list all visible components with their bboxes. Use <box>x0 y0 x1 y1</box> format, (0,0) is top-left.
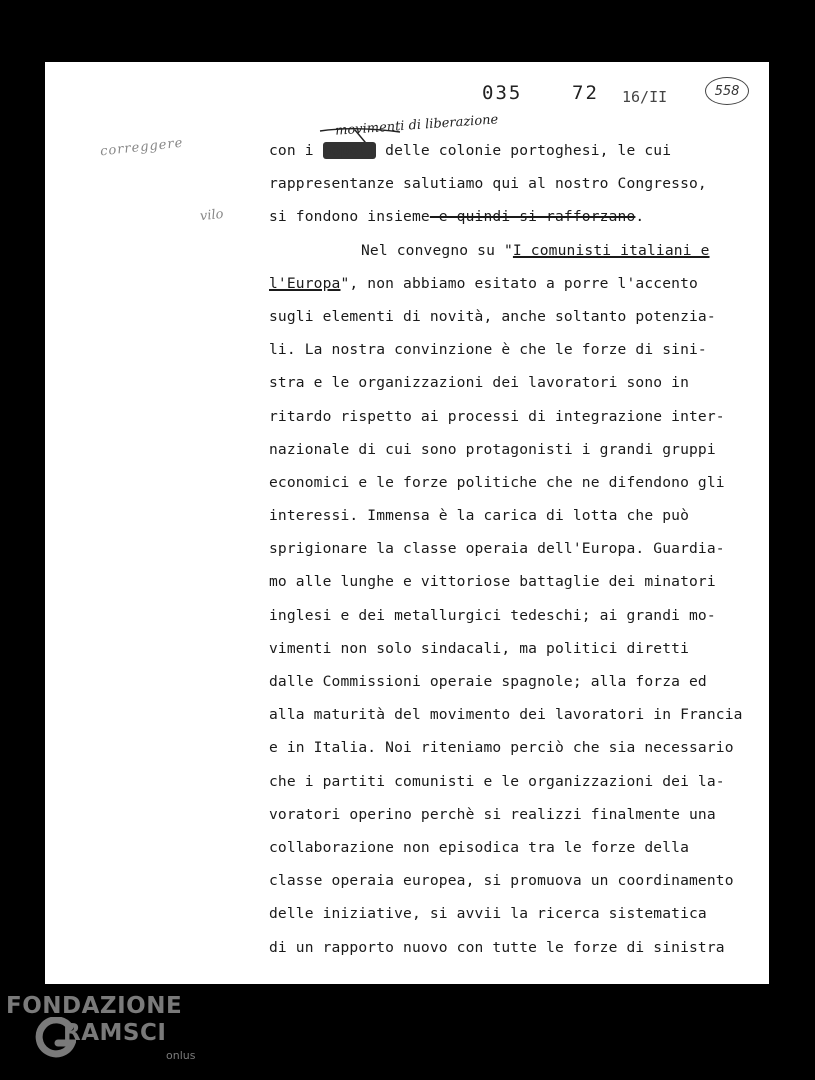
text-segment: e in Italia. Noi riteniamo perciò che sia necessario <box>269 739 734 757</box>
text-line <box>269 765 764 798</box>
archive-number: 035 <box>482 82 523 104</box>
logo-text-line1: FONDAZIONE <box>6 993 183 1019</box>
page-reference: 16/II <box>622 88 668 106</box>
text-line <box>269 433 764 466</box>
text-segment: collaborazione non episodica tra le forze della <box>269 838 690 856</box>
folder-number: 72 <box>572 82 599 104</box>
text-segment: nazionale di cui sono protagonisti i grandi gruppi <box>269 440 716 458</box>
text-segment: dalle Commissioni operaie spagnole; alla forza ed <box>269 673 707 690</box>
text-segment: che i partiti comunisti e le organizzazioni dei la- <box>269 772 725 790</box>
text-line <box>269 366 764 399</box>
page-stamp: 558 <box>705 77 749 105</box>
text-segment: rappresentanze salutiamo qui al nostro Congresso, <box>269 175 707 193</box>
text-line <box>269 632 764 665</box>
text-segment: ", non abbiamo esitato a porre l'accento <box>340 274 698 292</box>
text-line <box>269 599 764 632</box>
text-line <box>269 831 764 864</box>
text-segment: . <box>635 208 645 226</box>
text-segment: voratori operino perchè si realizzi finalmente una <box>269 805 716 823</box>
text-segment: mo alle lunghe e vittoriose battaglie dei minatori <box>269 573 716 591</box>
crossed-out-word: popoli <box>322 142 377 159</box>
underlined-text: I comunisti italiani e <box>512 241 710 259</box>
logo-subtitle: onlus <box>166 1049 196 1062</box>
margin-note-vilo: vilo <box>199 206 225 225</box>
text-segment: sprigionare la classe operaia dell'Europa. Guardia- <box>269 540 725 558</box>
text-segment: inglesi e dei metallurgici tedeschi; ai grandi mo- <box>269 606 716 624</box>
text-segment: interessi. Immensa è la carica di lotta che può <box>269 507 690 525</box>
text-line <box>269 798 764 831</box>
margin-note-correggere: correggere <box>99 135 185 160</box>
text-segment: delle iniziative, si avvii la ricerca sistematica <box>269 905 707 923</box>
document-page <box>45 62 769 984</box>
text-line <box>269 499 764 532</box>
fondazione-gramsci-logo <box>6 993 206 1073</box>
text-segment: alla maturità del movimento dei lavoratori in Francia <box>269 706 743 724</box>
text-line <box>269 897 764 930</box>
text-segment: li. La nostra convinzione è che le forze di sini- <box>269 341 707 359</box>
text-line <box>269 234 764 267</box>
text-segment: vimenti non solo sindacali, ma politici diretti <box>269 639 690 657</box>
text-segment: ritardo rispetto ai processi di integrazione inter- <box>269 407 725 425</box>
text-line <box>269 532 764 565</box>
text-line <box>269 134 764 167</box>
struck-text: e quindi si rafforzano <box>429 208 636 226</box>
text-segment: di un rapporto nuovo con tutte le forze di sinistra <box>269 938 725 956</box>
text-segment: classe operaia europea, si promuova un coordinamento <box>269 872 734 890</box>
text-segment: Nel convegno su " <box>361 241 513 259</box>
text-segment: economici e le forze politiche che ne difendono gli <box>269 473 725 491</box>
text-line <box>269 731 764 764</box>
text-segment: con i <box>269 142 323 159</box>
text-line <box>269 665 764 698</box>
text-line <box>269 931 764 964</box>
text-line <box>269 167 764 200</box>
handwritten-insertion: movimenti di liberazione <box>334 112 499 139</box>
text-line <box>269 267 764 300</box>
text-segment: delle colonie portoghesi, le cui <box>376 142 672 159</box>
text-segment: sugli elementi di novità, anche soltanto potenzia- <box>269 307 716 325</box>
text-line <box>269 333 764 366</box>
text-segment: stra e le organizzazioni dei lavoratori sono in <box>269 374 690 392</box>
text-line <box>269 864 764 897</box>
text-segment: si fondono insieme <box>269 208 430 226</box>
underlined-text: l'Europa <box>269 274 341 292</box>
text-line <box>269 300 764 333</box>
text-line <box>269 565 764 598</box>
text-line <box>269 400 764 433</box>
text-line <box>269 200 764 233</box>
typed-text-body <box>269 134 764 964</box>
text-line <box>269 466 764 499</box>
logo-text-line2: RAMSCI <box>63 1020 167 1046</box>
text-line <box>269 698 764 731</box>
